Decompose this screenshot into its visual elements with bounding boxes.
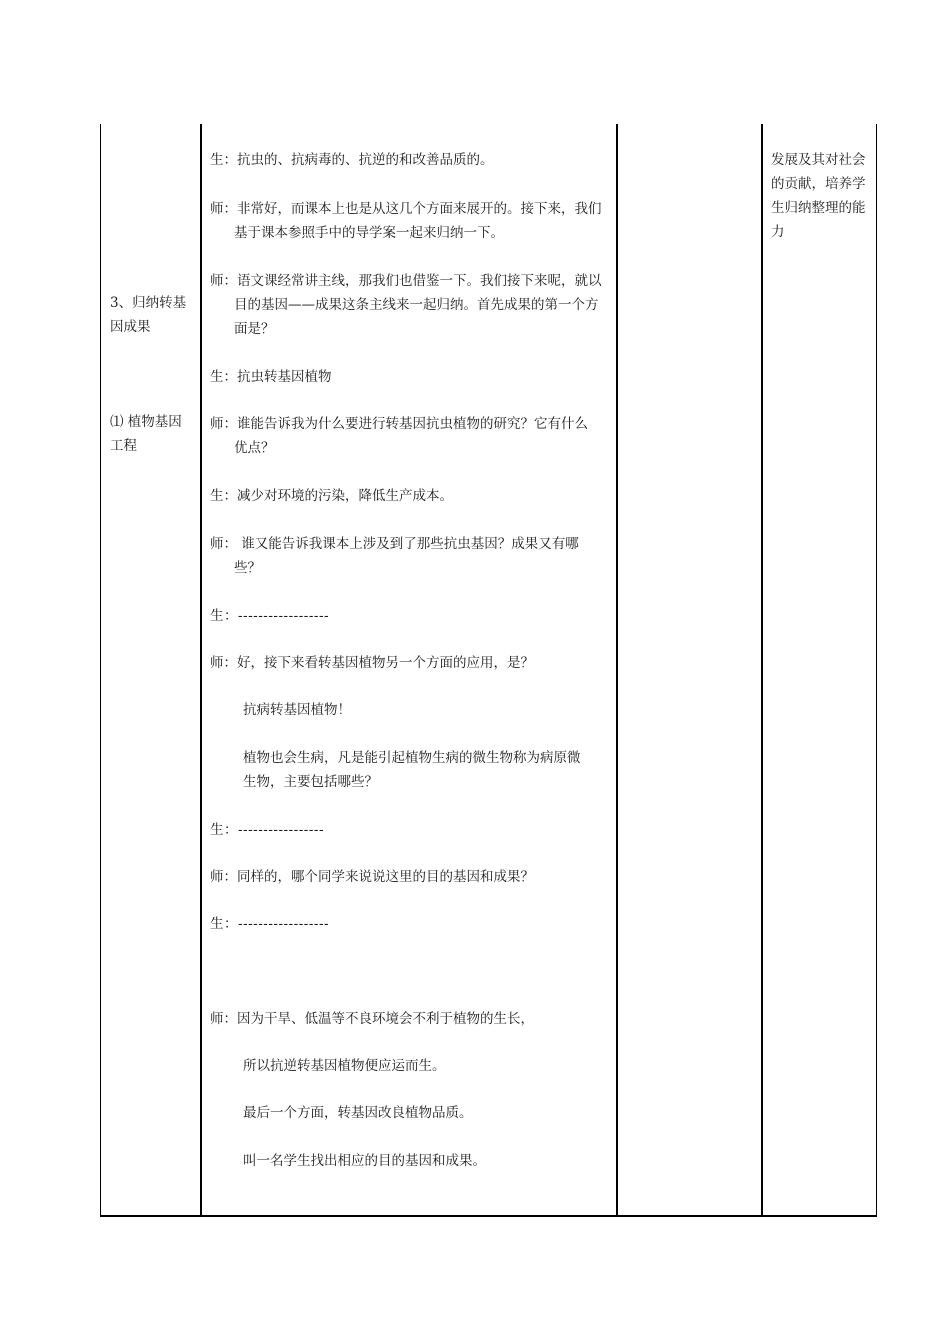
dialogue-line: 师： 谁又能告诉我课本上涉及到了那些抗虫基因？成果又有哪 些？ bbox=[210, 536, 579, 576]
dialogue-line: 叫一名学生找出相应的目的基因和成果。 bbox=[243, 1153, 486, 1169]
dialogue-line: 生：----------------- bbox=[210, 822, 325, 838]
dialogue-line: 生：------------------ bbox=[210, 916, 330, 932]
dialogue-line: 生：抗虫转基因植物 bbox=[210, 369, 332, 385]
subsection-title: ⑴ 植物基因工程 bbox=[110, 414, 182, 454]
dialogue-line: 最后一个方面，转基因改良植物品质。 bbox=[243, 1105, 473, 1121]
table-border-bottom bbox=[100, 1215, 877, 1217]
dialogue-line: 植物也会生病，凡是能引起植物生病的微生物称为病原微 生物，主要包括哪些？ bbox=[243, 750, 581, 790]
dialogue-line: 生：减少对环境的污染，降低生产成本。 bbox=[210, 488, 453, 504]
table-divider-1 bbox=[200, 124, 202, 1217]
dialogue-line: 师：谁能告诉我为什么要进行转基因抗虫植物的研究？它有什么 优点？ bbox=[210, 416, 588, 456]
dialogue-line: 师：因为干旱、低温等不良环境会不利于植物的生长， bbox=[210, 1011, 534, 1027]
section-title: 3、归纳转基因成果 bbox=[110, 295, 187, 335]
table-border-right bbox=[876, 124, 877, 1217]
dialogue-line: 师：非常好，而课本上也是从这几个方面来展开的。接下来，我们 基于课本参照手中的导学案一起来归纳一下。 bbox=[210, 201, 602, 241]
dialogue-line: 所以抗逆转基因植物便应运而生。 bbox=[243, 1058, 446, 1074]
table-divider-3 bbox=[761, 124, 763, 1217]
dialogue-line: 师：语文课经常讲主线，那我们也借鉴一下。我们接下来呢，就以 目的基因——成果这条主线来一起归纳。首先成果的第一个方面是？ bbox=[210, 273, 602, 337]
table-border-left bbox=[100, 124, 101, 1217]
dialogue-line: 师：好，接下来看转基因植物另一个方面的应用，是？ bbox=[210, 655, 534, 671]
dialogue-line: 师：同样的，哪个同学来说说这里的目的基因和成果？ bbox=[210, 869, 534, 885]
dialogue-line: 生：------------------ bbox=[210, 608, 330, 624]
dialogue-line: 抗病转基因植物！ bbox=[243, 702, 351, 718]
design-purpose: 发展及其对社会的贡献，培养学生归纳整理的能力 bbox=[771, 152, 866, 240]
dialogue-line: 生：抗虫的、抗病毒的、抗逆的和改善品质的。 bbox=[210, 152, 494, 168]
empty-column bbox=[618, 124, 760, 1214]
